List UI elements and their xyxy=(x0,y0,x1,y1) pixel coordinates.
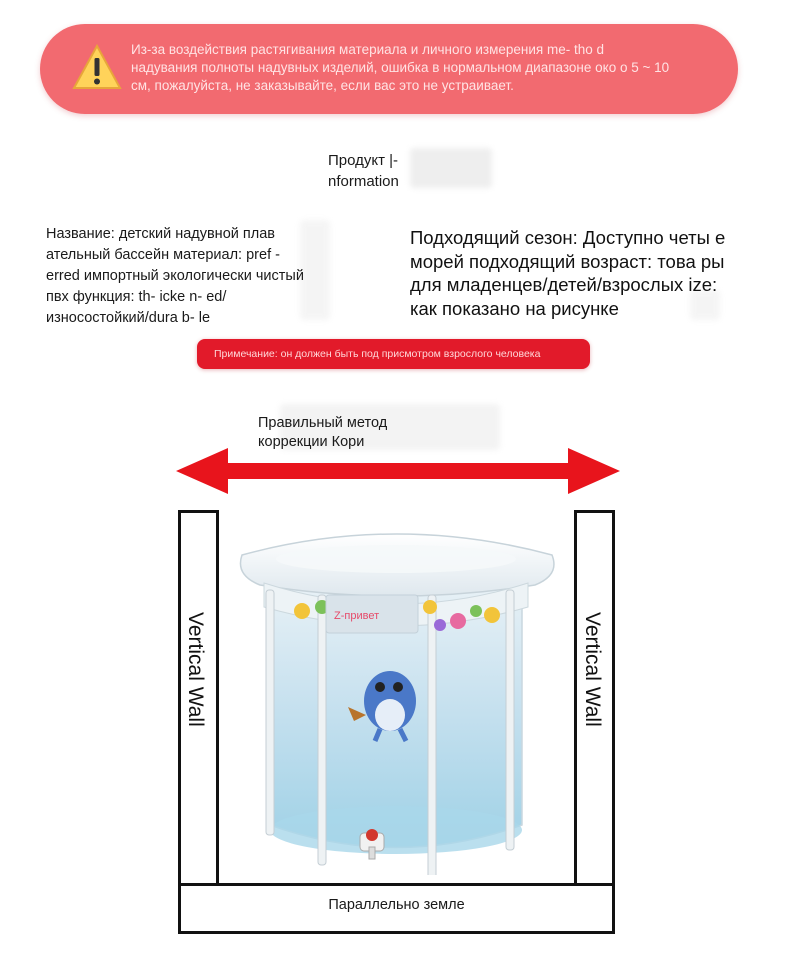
right-specs-text: Подходящий сезон: Доступно четы е морей подходящий возраст: това ры для младенцев/детей/взрослых ize: как показано на рисунке xyxy=(410,227,726,319)
method-title: Правильный метод коррекции Кори xyxy=(258,415,388,450)
product-info-label: Продукт |- nformation xyxy=(328,152,399,190)
vertical-wall-left-label: Vertical Wall xyxy=(183,608,207,731)
warning-text: Из-за воздействия растягивания материала и личного измерения me- tho d надувания полноты надувных изделий, ошибка в нормальном диапазоне око о 5 ~ 10 см, пожалуйста, не заказывайте, если вас это не устраивает. xyxy=(131,42,670,93)
vertical-wall-right-label: Vertical Wall xyxy=(580,608,604,731)
brand-label: Z-привет xyxy=(334,610,380,622)
double-arrow-icon xyxy=(0,440,790,502)
warning-triangle-icon xyxy=(72,44,122,90)
ground-label: Параллельно земле xyxy=(328,897,465,913)
pool-illustration xyxy=(230,525,562,875)
left-specs-text: Название: детский надувной плав ательный бассейн материал: pref - erred импортный экологически чистый пвх функция: th- icke n- ed/износостойкий/dura b- le xyxy=(46,226,304,326)
supervision-note-text: Примечание: он должен быть под присмотром взрослого человека xyxy=(214,348,541,360)
